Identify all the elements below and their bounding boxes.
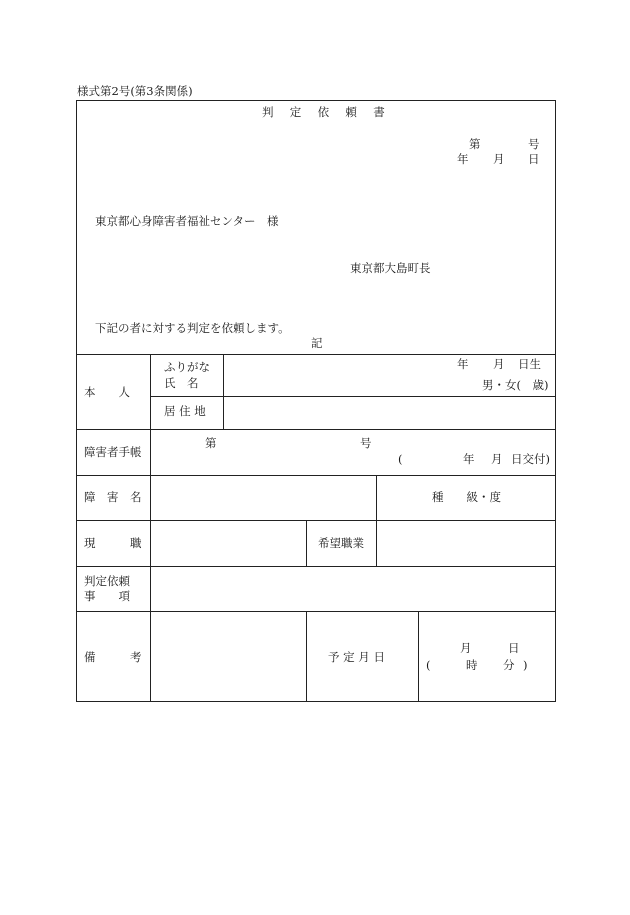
column-divider [376,520,377,566]
row-divider [76,354,556,355]
scheduled-date-label: 予 定 月 日 [328,650,385,664]
row-divider [76,520,556,521]
techo-month: 月 [491,452,503,466]
number-go: 号 [528,137,540,151]
row-divider [150,396,556,397]
address-label: 居 住 地 [164,404,206,418]
column-divider [150,354,151,702]
scheduled-hour: 時 [466,658,478,672]
row-divider [76,475,556,476]
job-label: 現 職 [84,536,142,550]
name-label: 氏 名 [164,376,199,390]
column-divider [418,611,419,702]
techo-go: 号 [360,436,372,450]
birth-day: 日生 [518,357,541,371]
date-month: 月 [493,152,505,166]
row-divider [76,611,556,612]
form-title: 判 定 依 頼 書 [262,105,392,119]
sender: 東京都大島町長 [350,261,431,275]
matters-label-line2: 事 項 [84,589,130,603]
column-divider [223,354,224,429]
matters-label-line1: 判定依頼 [84,574,130,588]
scheduled-minute: 分 [503,658,515,672]
desired-job-label: 希望職業 [318,536,364,550]
scheduled-paren-close: ) [523,658,528,672]
form-number-label: 様式第2号(第3条関係) [77,84,193,98]
sex-age: 男・女( 歳) [482,378,549,392]
birth-month: 月 [493,357,505,371]
disability-label: 障 害 名 [84,490,142,504]
techo-label: 障害者手帳 [84,445,142,459]
column-divider [306,520,307,566]
column-divider [306,611,307,702]
techo-day: 日交付) [511,452,550,466]
date-year: 年 [457,152,469,166]
addressee: 東京都心身障害者福祉センター 様 [95,214,279,228]
birth-year: 年 [457,357,469,371]
person-label: 本 人 [84,385,130,399]
scheduled-day: 日 [508,641,520,655]
techo-dai: 第 [205,436,217,450]
techo-paren-open: ( [398,452,403,466]
ki-mark: 記 [311,336,323,350]
number-dai: 第 [469,137,481,151]
row-divider [76,566,556,567]
grade-label: 種 級・度 [432,490,501,504]
date-day: 日 [528,152,540,166]
scheduled-paren-open: ( [426,658,431,672]
row-divider [76,429,556,430]
request-text: 下記の者に対する判定を依頼します。 [95,321,290,335]
scheduled-month: 月 [460,641,472,655]
column-divider [376,475,377,520]
remarks-label: 備 考 [84,650,142,664]
techo-year: 年 [463,452,475,466]
furigana-label: ふりがな [164,360,210,374]
